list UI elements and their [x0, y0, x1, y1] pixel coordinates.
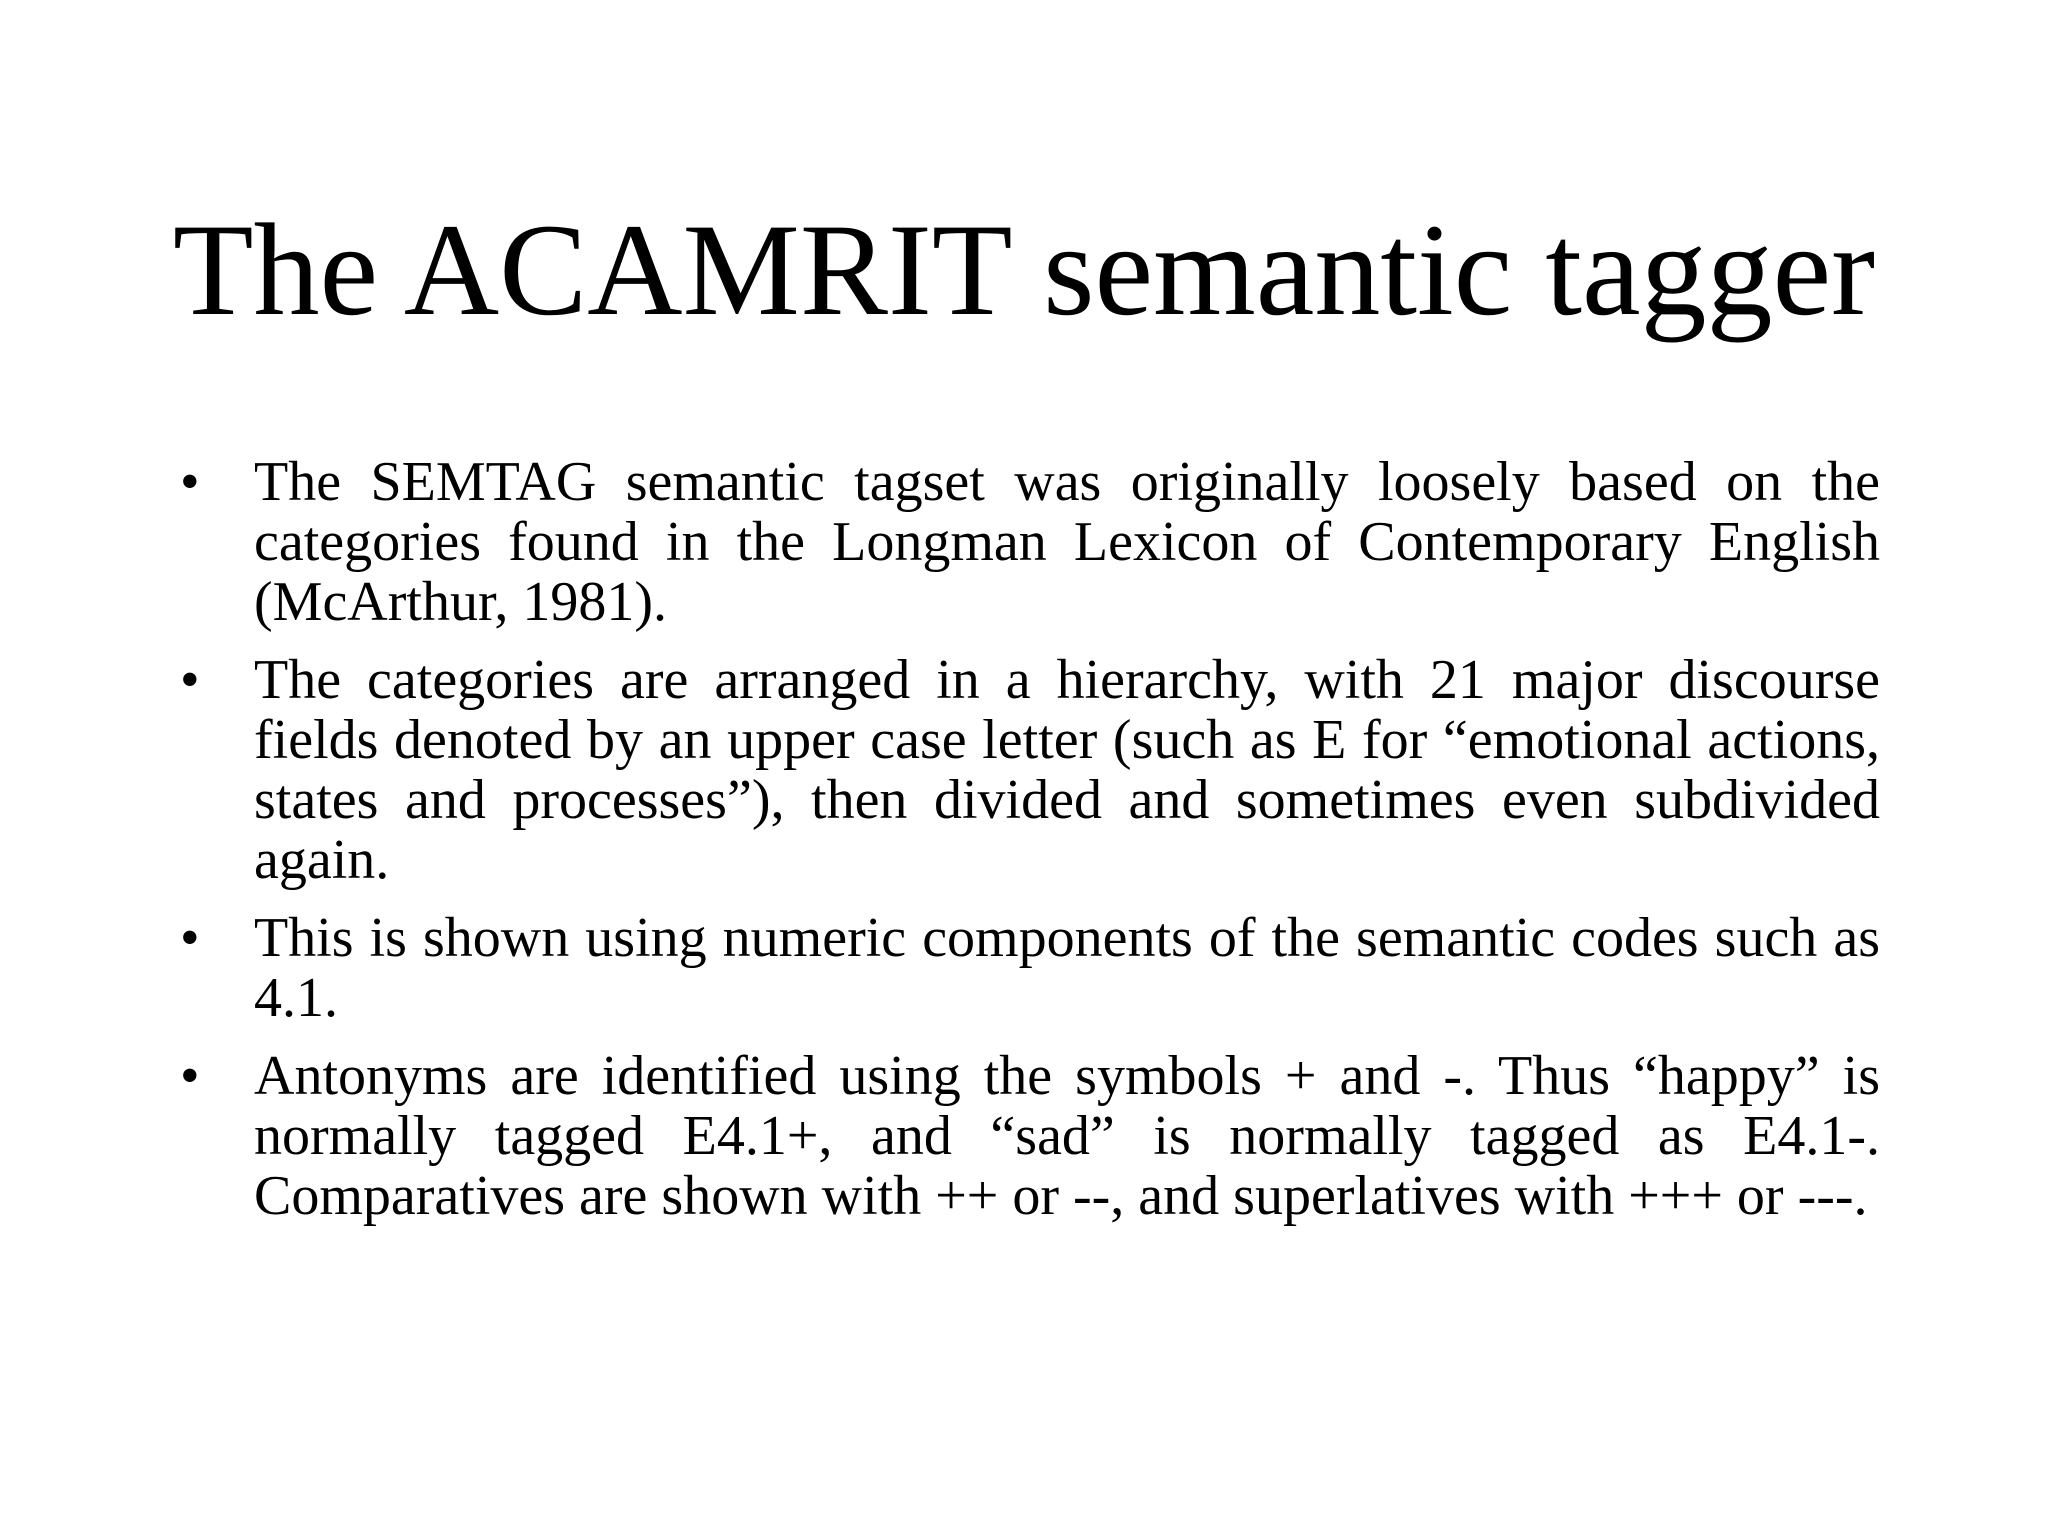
bullet-icon: • [180, 649, 200, 711]
bullet-list [180, 452, 1880, 1244]
bullet-item [180, 452, 1880, 632]
bullet-item [180, 1046, 1880, 1226]
bullet-text: The SEMTAG semantic tagset was originally loosely based on the categories found in the Longman Lexicon of Contemporary English (McArthur, 1981). [254, 451, 1880, 633]
bullet-item [180, 908, 1880, 1028]
bullet-icon: • [180, 1045, 200, 1107]
bullet-icon: • [180, 907, 200, 969]
slide-title: The ACAMRIT semantic tagger [172, 196, 1876, 343]
bullet-icon: • [180, 451, 200, 513]
bullet-text: The categories are arranged in a hierarchy, with 21 major discourse fields denoted by an upper case letter (such as E for “emotional actions, states and processes”), then divided and sometimes even subdivided again. [254, 649, 1880, 891]
bullet-item [180, 650, 1880, 890]
bullet-text: This is shown using numeric components of the semantic codes such as 4.1. [254, 907, 1880, 1029]
bullet-text: Antonyms are identified using the symbols + and -. Thus “happy” is normally tagged E4.1+, and “sad” is normally tagged as E4.1-. Comparatives are shown with ++ or --, and superlatives with +++ or ---. [254, 1045, 1880, 1227]
